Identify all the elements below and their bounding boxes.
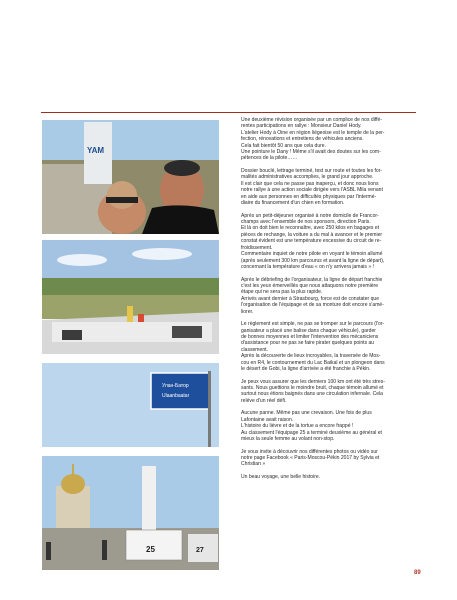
paragraph: Après le débriefing de l'organisateur, la ligne de départ franchie c'est les yeux émerveillés que nous attaquons notre première étape qui ne sera pas la plus rapide. Arrivés avant dernier à Strasbourg, force est de constater que l'organisation de l'équipage et de sa monture doit encore s'amé- liorer. [241,276,384,315]
car-number-25: 25 [146,545,155,554]
photo-road-sign [42,363,219,447]
paragraph: Après un petit-déjeuner organisé à notre domicile de Francor- champs avec l'ensemble de nos sponsors, direction Paris. Et là on doit bien le reconnaître, avec 250 kilos en bagages et pièces de rechange, la voiture a du mal à avancer et le premier constat évident est une température excessive du circuit de re- froidissement. Commentaire inquiet de notre pilote en voyant le témoin allumé (après seulement 300 km parcourus et avant la ligne de départ), concernant la température d'eau « on n'y arrivera jamais » ! [241,212,385,270]
paragraph: Un beau voyage, une belle histoire. [241,474,321,480]
sign-text-latin: Ulaanbaatar [162,393,190,399]
flag-label: YAM [87,146,105,155]
page-number: 89 [414,570,421,576]
paragraph: Je peux vous assurer que les derniers 100 km ont été très stres- sants. Nous guettions le moindre bruit, chaque témoin allumé et surtout nous étions baignés dans une circulation infernale. Cela reléve d'un réel défi. [241,378,385,404]
article-body [241,117,423,487]
sign-text-cyrillic: Улан-Батор [162,383,189,389]
photo-paris-start [42,456,219,570]
paragraph: Le règlement est simple, ne pas se tromper sur le parcours (l'or- ganisateur a placé une balise dans chaque véhicule), garder de bonnes moyennes et limiter l'intervention des mécaniciens d'assistance pour ne pas se faire pirater quelques points au classement. Après la découverte de lieux incroyables, la traversée de Mos- cou en R4, le contournement du Lac Baikal et un plongeon dans le désert de Gobi, la ligne d'arrivée a été franchie à Pékin. [241,321,385,372]
paragraph: Aucune panne. Même pas une crevaison. Une fois de plus Lafontaine avait raison. L'histoire du lièvre et de la tortue a encore frappé ! Au classement l'équipage 25 a terminé deuxième au général et mieux la seule femme au volant non-stop. [241,410,382,442]
car-number-27: 27 [196,547,204,554]
top-rule [41,112,416,113]
paragraph: Je vous invite à découvrir nos différentes photos ou vidéo sur notre page Facebook « Paris-Moscou-Pékin 2017 by Sylvia et Christian » [241,448,380,468]
paragraph: Dossier bouclé, lettrage terminé, test sur route et toutes les for- malités administratives accomplies, le grand jour approche. Il est clair que cela ne passe pas inaperçu, et donc nous lions notre rallye à une action sociale dirigée vers l'ASBL Mila venant en aide aux personnes en difficultés physiques par l'intermé- diaire du financement d'un chien en formation. [241,168,383,207]
photo-selfie [42,120,219,234]
paragraph: Une deuxième révision organisée par un complice de nos diffé- rentes participations en rallye : Monsieur Daniel Hody. L'atelier Hody à Oine en région liégeoise est le temple de la per- fection, rénovations et entretiens de véhicules anciens. Cela fait bientôt 50 ans que cela dure. Une pointure le Dany ! Même s'il avait des doutes sur les com- pétences de la pilote…… [241,117,385,162]
photo-steppe-car [42,240,219,354]
